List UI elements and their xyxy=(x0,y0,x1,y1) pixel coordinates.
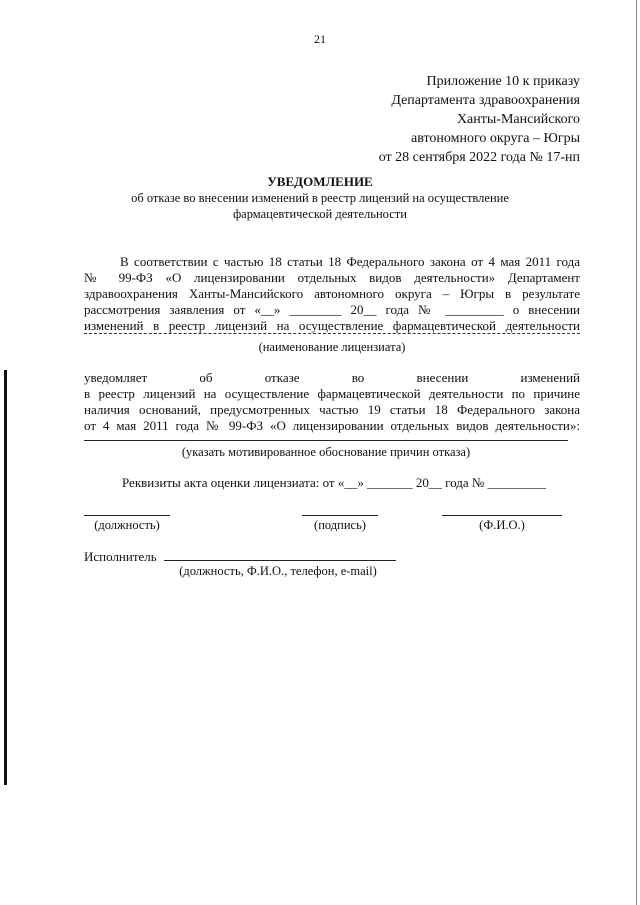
page-number: 21 xyxy=(314,32,326,46)
subtitle-line: об отказе во внесении изменений в реестр лицензий на осуществление xyxy=(131,191,509,205)
document-subtitle xyxy=(60,190,580,222)
appendix-line: Ханты-Мансийского xyxy=(456,112,580,127)
executor-line xyxy=(164,548,396,561)
paragraph-line: наличия оснований, предусмотренных частью 19 статьи 18 Федерального закона xyxy=(84,402,580,417)
paragraph-line: уведомляет об отказе во внесении изменений xyxy=(84,370,580,385)
appendix-line: Департамента здравоохранения xyxy=(391,93,580,108)
licensee-caption: (наименование лицензиата) xyxy=(258,340,406,354)
scan-margin-bar xyxy=(4,370,7,785)
position-line xyxy=(84,515,170,516)
name-caption: (Ф.И.О.) xyxy=(479,518,525,532)
paragraph-line: рассмотрения заявления от «__» ________ 20__ года № _________ о внесении xyxy=(84,302,580,317)
executor-caption: (должность, Ф.И.О., телефон, e-mail) xyxy=(179,564,377,578)
name-line xyxy=(442,515,562,516)
requisites-line: Реквизиты акта оценки лицензиата: от «__» _______ 20__ года № _________ xyxy=(122,475,547,490)
paragraph-line: изменений в реестр лицензий на осуществление фармацевтической деятельности xyxy=(84,318,580,333)
reason-caption: (указать мотивированное обоснование причин отказа) xyxy=(181,445,471,459)
appendix-line: Приложение 10 к приказу xyxy=(426,74,580,89)
paragraph-legal-basis xyxy=(84,254,580,334)
sign-caption: (подпись) xyxy=(314,518,366,532)
paragraph-line: В соответствии с частью 18 статьи 18 Федерального закона от 4 мая 2011 года xyxy=(120,254,580,269)
scan-right-edge xyxy=(636,0,637,905)
appendix-line: от 28 сентября 2022 года № 17-нп xyxy=(378,150,580,165)
subtitle-line: фармацевтической деятельности xyxy=(233,207,407,221)
paragraph-line: в реестр лицензий на осуществление фармацевтической деятельности по причине xyxy=(84,386,580,401)
appendix-header xyxy=(379,72,580,167)
sign-line xyxy=(302,515,378,516)
document-title: УВЕДОМЛЕНИЕ xyxy=(267,174,373,189)
paragraph-line: здравоохранения Ханты-Мансийского автономного округа – Югры в результате xyxy=(84,286,580,301)
paragraph-notification xyxy=(84,370,580,434)
appendix-line: автономного округа – Югры xyxy=(411,131,580,146)
licensee-name-line xyxy=(84,333,580,334)
executor-label: Исполнитель xyxy=(84,549,157,564)
paragraph-line: от 4 мая 2011 года № 99-ФЗ «О лицензировании отдельных видов деятельности»: xyxy=(84,418,580,433)
executor-row xyxy=(84,548,396,565)
paragraph-line: № 99-ФЗ «О лицензировании отдельных видов деятельности» Департамент xyxy=(84,270,580,285)
reason-line xyxy=(84,440,568,441)
position-caption: (должность) xyxy=(94,518,160,532)
